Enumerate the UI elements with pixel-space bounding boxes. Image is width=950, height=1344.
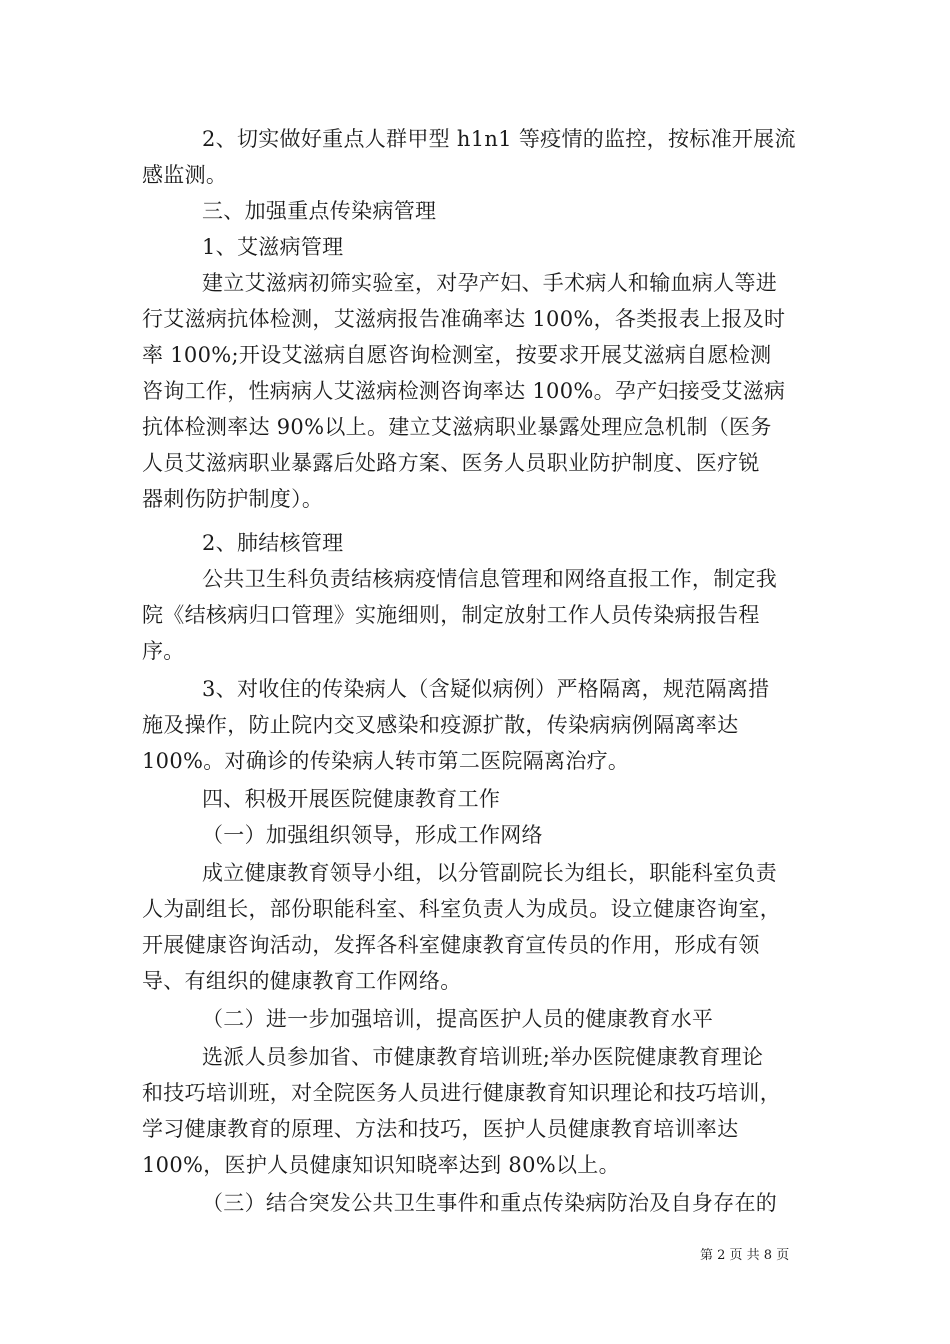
text-line: 院《结核病归口管理》实施细则，制定放射工作人员传染病报告程 bbox=[142, 603, 760, 627]
text-line: 序。 bbox=[142, 639, 185, 663]
text-line: 施及操作，防止院内交叉感染和疫源扩散，传染病病例隔离率达 bbox=[142, 713, 739, 737]
text-line: 和技巧培训班，对全院医务人员进行健康教育知识理论和技巧培训， bbox=[142, 1081, 781, 1105]
text-line: 咨询工作，性病病人艾滋病检测咨询率达 100%。孕产妇接受艾滋病 bbox=[142, 379, 786, 403]
text-line: 人员艾滋病职业暴露后处路方案、医务人员职业防护制度、医疗锐 bbox=[142, 451, 760, 475]
text-line: 开展健康咨询活动，发挥各科室健康教育宣传员的作用，形成有领 bbox=[142, 933, 760, 957]
section-heading: 四、积极开展医院健康教育工作 bbox=[202, 787, 501, 811]
subsection-heading: （三）结合突发公共卫生事件和重点传染病防治及自身存在的 bbox=[202, 1191, 778, 1215]
text-line: 感监测。 bbox=[142, 163, 228, 187]
text-line: 学习健康教育的原理、方法和技巧，医护人员健康教育培训率达 bbox=[142, 1117, 739, 1141]
text-line: 成立健康教育领导小组，以分管副院长为组长，职能科室负责 bbox=[202, 861, 778, 885]
text-line: 行艾滋病抗体检测，艾滋病报告准确率达 100%，各类报表上报及时 bbox=[142, 307, 786, 331]
text-line: 选派人员参加省、市健康教育培训班;举办医院健康教育理论 bbox=[202, 1045, 764, 1069]
subsection-heading: 2、肺结核管理 bbox=[202, 531, 344, 555]
text-line: 100%，医护人员健康知识知晓率达到 80%以上。 bbox=[142, 1153, 620, 1177]
text-line: 器刺伤防护制度）。 bbox=[142, 487, 324, 511]
section-heading: 三、加强重点传染病管理 bbox=[202, 199, 437, 223]
text-line: 公共卫生科负责结核病疫情信息管理和网络直报工作，制定我 bbox=[202, 567, 778, 591]
subsection-heading: （二）进一步加强培训，提高医护人员的健康教育水平 bbox=[202, 1007, 714, 1031]
subsection-heading: （一）加强组织领导，形成工作网络 bbox=[202, 823, 543, 847]
text-line: 导、有组织的健康教育工作网络。 bbox=[142, 969, 462, 993]
subsection-heading: 1、艾滋病管理 bbox=[202, 235, 344, 259]
text-line: 人为副组长，部份职能科室、科室负责人为成员。设立健康咨询室， bbox=[142, 897, 781, 921]
page-number: 第 2 页 共 8 页 bbox=[700, 1248, 790, 1263]
text-line: 率 100%;开设艾滋病自愿咨询检测室，按要求开展艾滋病自愿检测 bbox=[142, 343, 772, 367]
text-line: 100%。对确诊的传染病人转市第二医院隔离治疗。 bbox=[142, 749, 630, 773]
text-line: 建立艾滋病初筛实验室，对孕产妇、手术病人和输血病人等进 bbox=[202, 271, 778, 295]
text-line: 抗体检测率达 90%以上。建立艾滋病职业暴露处理应急机制（医务 bbox=[142, 415, 772, 439]
text-line: 2、切实做好重点人群甲型 h1n1 等疫情的监控，按标准开展流 bbox=[202, 127, 796, 151]
text-line: 3、对收住的传染病人（含疑似病例）严格隔离，规范隔离措 bbox=[202, 677, 770, 701]
